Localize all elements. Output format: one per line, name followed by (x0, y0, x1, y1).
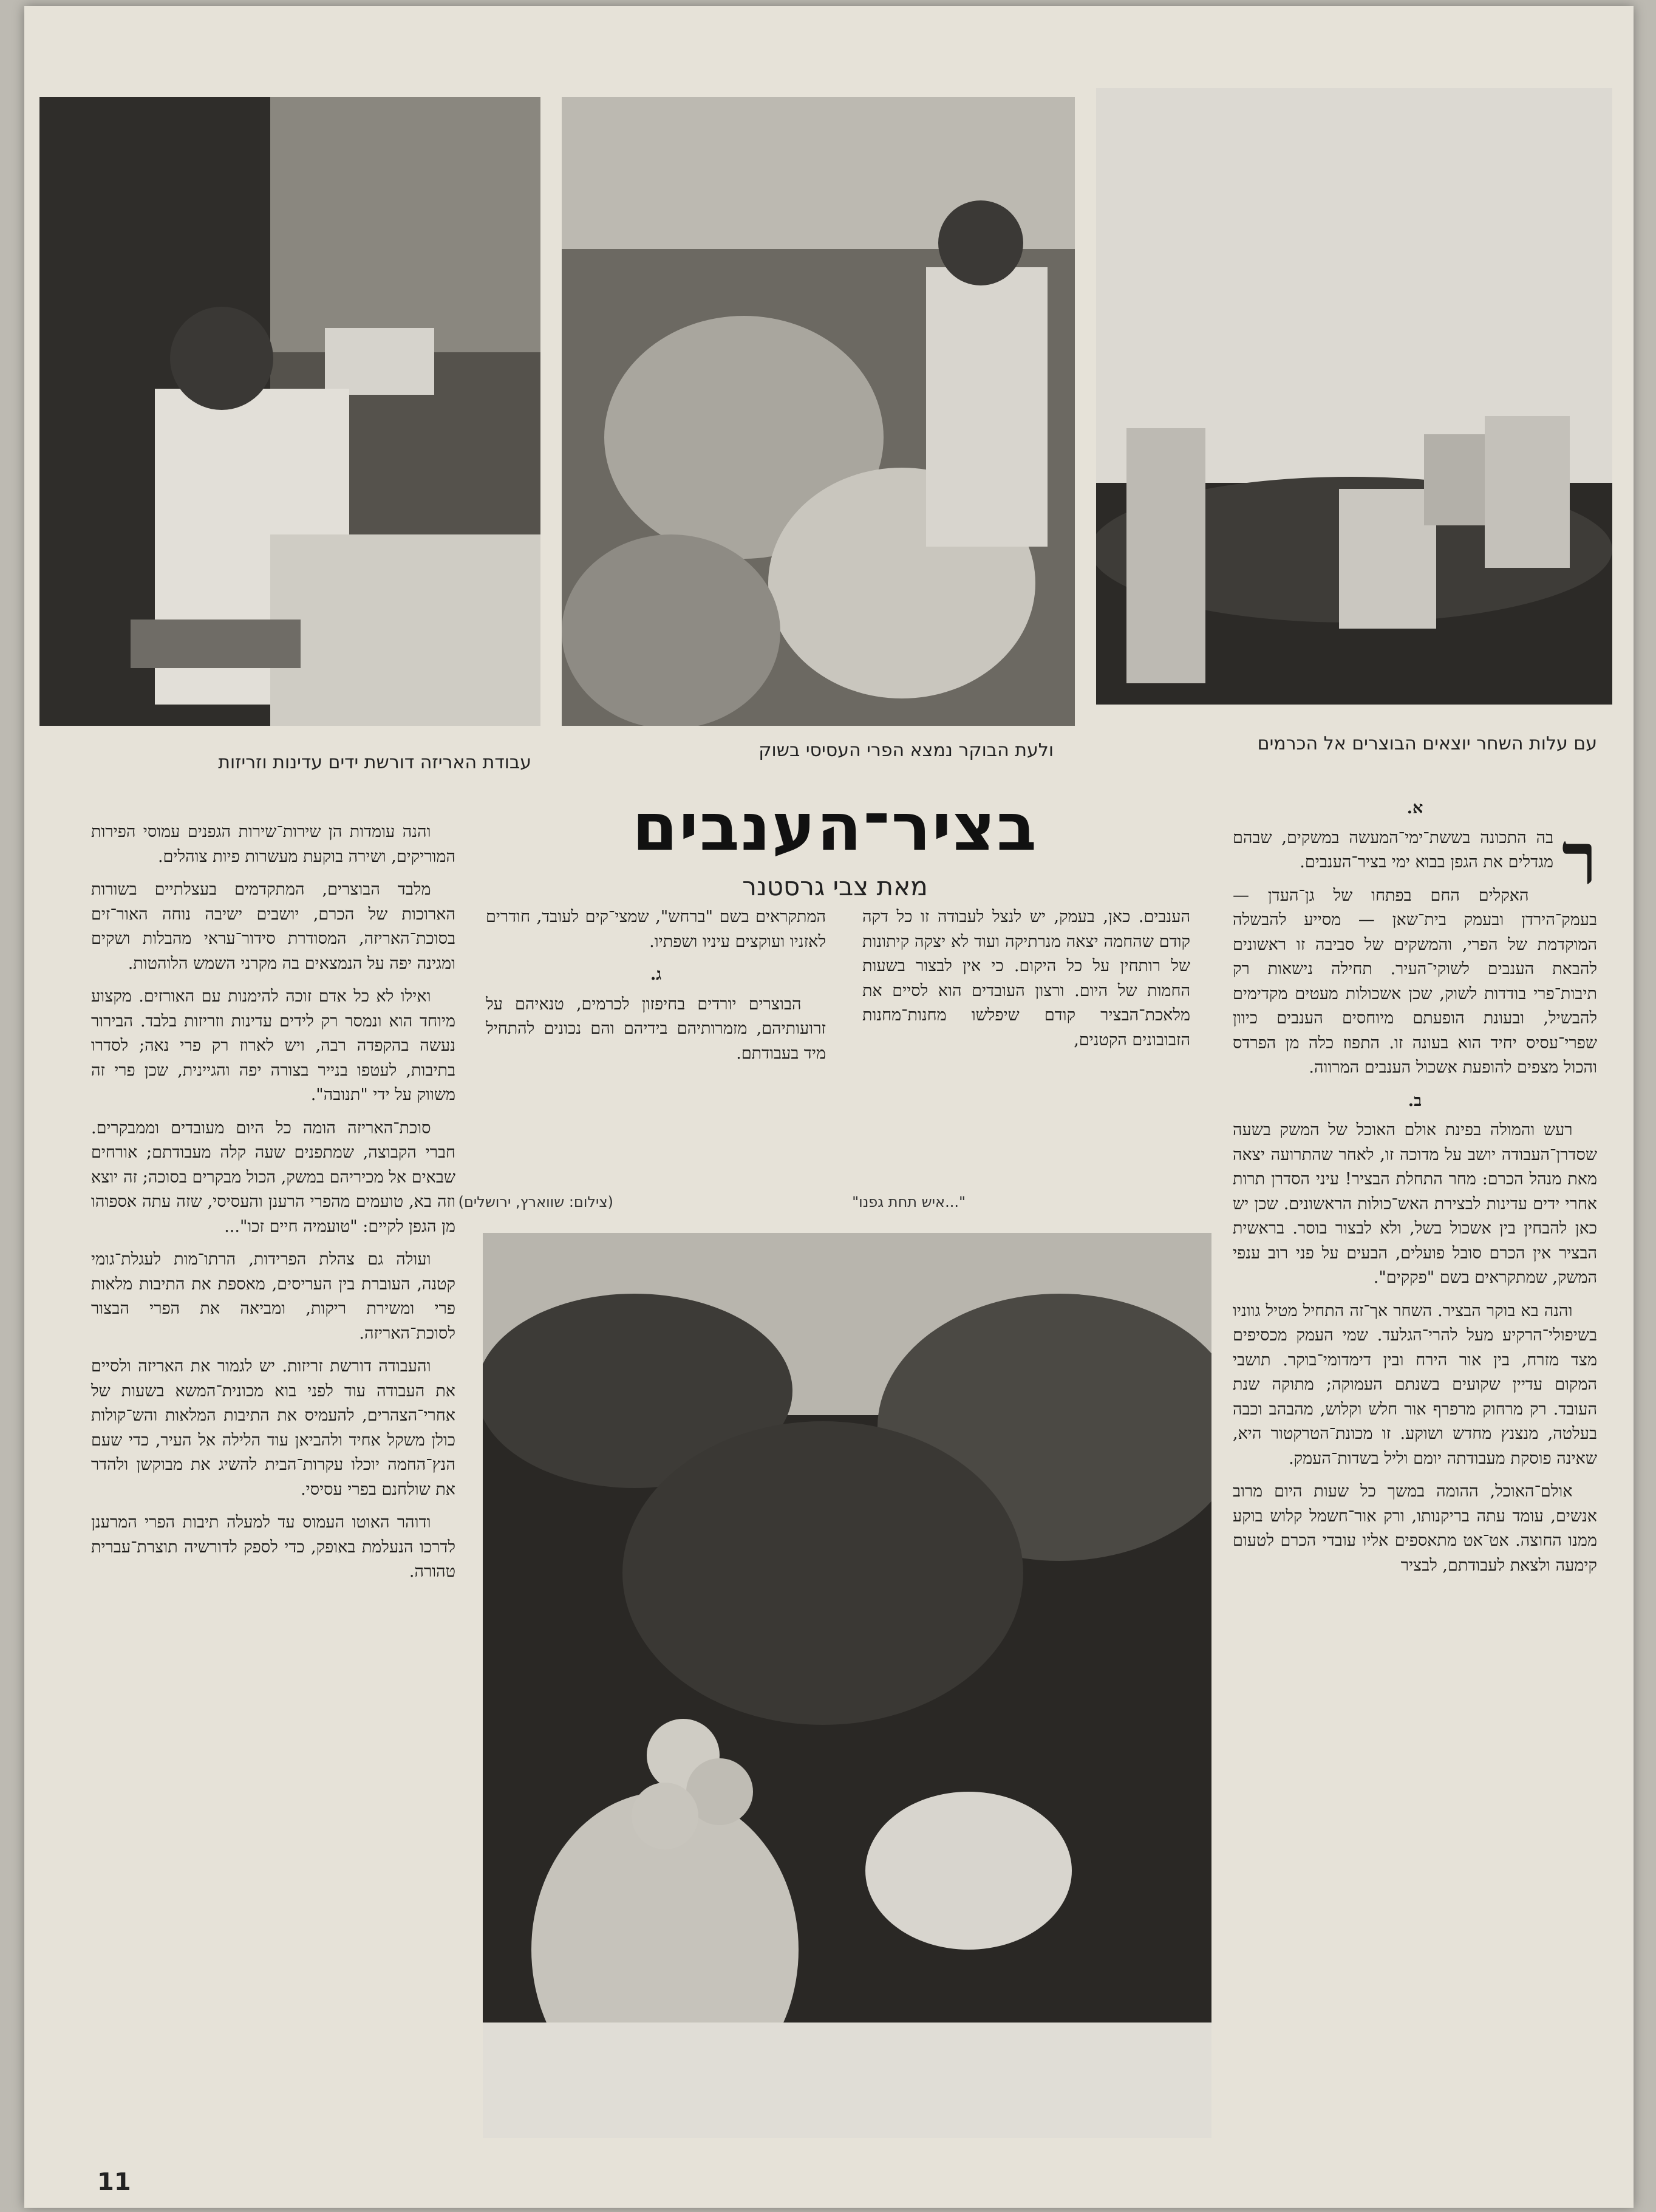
section-b: ב. (1408, 1091, 1422, 1110)
left-column (91, 820, 455, 1593)
photo-credit: (צילום: שווארץ, ירושלים) (458, 1193, 613, 1210)
section-c: ג. (650, 965, 662, 984)
middle-column-right (862, 905, 1190, 1061)
left-p5: ועולה גם צהלת הפרידות, הרתו־מות לעגלת־גומי קטנה, העוברת בין העריסים, מאספת את התיבות מלאות פרי ומשירת ריקות, ומביאה את הפרי הבצור לסוכת־האריזה. (91, 1250, 455, 1343)
magazine-page (24, 6, 1634, 2208)
page-number: 11 (97, 2168, 131, 2196)
left-p3: ואילו לא כל אדם זוכה להימנות עם האורזים. מקצוע מיוחד הוא ונמסר רק לידים עדינות וזריזות בלבד. הבירור נעשה בהקפדה רבה, ויש לארוז רק פרי נאה; לסדרו בתיבות, לעטפו בנייר בצורה יפה והגיינית, שכן פרי זה משווק על ידי "תנובה". (91, 987, 455, 1104)
left-p2: מלבד הבוצרים, המתקדמים בעצלתיים בשורות הארוכות של הכרם, יושבים ישיבה נוחה האור־זים בסוכת־האריזה, המסודרת סידור־עראי מהבלות ושקים ומגינה יפה על הנמצאים בה מקרני השמש הלוהטות. (91, 880, 455, 973)
middle-right-p1: הענבים. כאן, בעמק, יש לנצל לעבודה זו כל דקה קודם שהחמה יצאה מנרתיקה ועוד לא יצקה קיתונות של רותחין על כל היקום. כי אין לבצור בשעות החמות של היום. ורצון העובדים הוא לסיים את מלאכת־הבציר קודם שיפלשו מחנות־מחנות הזבובונים הקטנים, (862, 907, 1190, 1050)
section-a: א. (1406, 799, 1423, 818)
right-column (1233, 793, 1597, 1586)
left-p4: סוכת־האריזה הומה כל היום מעובדים וממבקרים. חברי הקבוצה, שמתפנים שעה קלה מעבודתם; אורחים שבאים אל מכיריהם במשק, הכול מבקרים בסוכה; זה יוצא וזה בא, טועמים מהפרי הרענן והעסיסי, שזה עתה אספוהו מן הגפן לקיים: "טועמיה חיים זכו"... (91, 1118, 455, 1236)
middle-left-p2: הבוצרים יורדים בחיפזון לכרמים, טנאיהם על זרועותיהם, מזמרותיהם בידיהם והם נכונים להתחיל מיד בעבודתם. (486, 994, 826, 1063)
caption-photo-left: עבודת האריזה דורשת ידים עדינות וזריזות (218, 752, 531, 773)
market-photo (562, 97, 1075, 726)
right-p1: בה התכונה בששת־ימי־המעשה במשקים, שבהם מגדלים את הגפן בבוא ימי בציר־הענבים. (1233, 828, 1554, 872)
drop-cap: ר (1562, 816, 1597, 901)
middle-left-p1: המתקראים בשם "ברחש", שמצי־קים לעובד, חודרים לאזניו ועוקצים עיניו ושפתיו. (486, 907, 826, 951)
middle-column-left (486, 905, 826, 1074)
right-p3: רעש והמולה בפינת אולם האוכל של המשק בשעה שסדרן־העבודה יושב על מדוכה זו, לאחר שהתרועה יצאה מאת מנהל הכרם: מחר התחלת הבציר! עיני הסדרן תרות אחרי ידים עדינות לבצירת האש־כולות הראשונים. שכן יש כאן להבחין בין אשכול בשל, ולא לבצור בוסר. בראשית הבציר אין הכרם סובל פועלים, הבעים על פני רוב ענפי המשק, שמתקראים בשם "פקקים". (1233, 1121, 1597, 1287)
right-p2: האקלים החם בפתחו של גן־העדן — בעמק־הירדן ובעמק בית־שאן — מסייע להבשלה המוקדמת של הפרי, והמשקים של סביבה זו ראשונים להבאת הענבים לשוקי־העיר. תחילה נישאות רק תיבות־פרי בודדות לשוק, שכן אשכולות מעטים מקדימים להבשיל, ובעונת הופעתם מיוחסים הענבים כיוון שפרי־עסיס יחיד הוא בעונה זו. התפוז כלה מן הפרדס והכול מצפים להופעת אשכול הענבים המרווה. (1233, 886, 1597, 1077)
right-p5: אולם־האוכל, ההומה במשך כל שעות היום מרוב אנשים, עומד עתה בריקנותו, ורק אור־חשמל קלוש בוקע ממנו החוצה. אט־אט מתאספים אליו עובדי הכרם לטעום קימעה ולצאת לעבודתם, לבציר (1233, 1482, 1597, 1575)
photo-credit-caption: "...איש תחת גפנו" (852, 1193, 966, 1210)
child-grapes-photo (483, 1233, 1211, 2138)
right-p4: והנה בא בוקר הבציר. השחר אך־זה התחיל מטיל גווניו בשיפולי־הרקיע מעל להרי־הגלעד. שמי העמק מכסיפים מצד מזרח, בין אור הירח ובין דימדומי־בוקר. תושבי המקום עדיין שקועים בשנתם העמוקה; מתוקה שנת העובד. רק מרחוק מרפרף אור חלש וקלוש, מהבהב וכבה בעלטה, מנצנץ מחדש ושוקע. זו מכונת־הטרקטור היא, שאינה פוסקת מעבודתה יומם וליל בשדות־העמק. (1233, 1301, 1597, 1468)
article-byline: מאת צבי גרסטנר (742, 872, 928, 901)
left-p1: והנה עומדות הן שירות־שירות הגפנים עמוסי הפירות המוריקים, ושירה בוקעת מעשרות פיות צוהלים. (91, 822, 455, 866)
left-p7: ודוהר האוטו העמוס עד למעלה תיבות הפרי המרענן לדרכו הנעלמת באופק, כדי לספק לדורשיה תוצרת־עברית טהורה. (91, 1513, 455, 1581)
packing-photo (39, 97, 540, 726)
vineyard-photo (1096, 88, 1612, 705)
caption-photo-right: עם עלות השחר יוצאים הבוצרים אל הכרמים (1257, 733, 1597, 754)
caption-photo-middle: ולעת הבוקר נמצא הפרי העסיסי בשוק (758, 740, 1054, 761)
article-title: בציר־הענבים (632, 790, 1038, 865)
left-p6: והעבודה דורשת זריזות. יש לגמור את האריזה ולסיים את העבודה עוד לפני בוא מכונית־המשא בשעות של אחרי־הצהרים, להעמיס את התיבות המלאות והש־קולות כולן משקל אחיד ולהביאן עוד הלילה אל העיר, כדי שעם הנץ־החמה יוכלו עקרות־הבית להשיג את מבוקשן ולהדר את שולחנם בפרי עסיסי. (91, 1357, 455, 1499)
